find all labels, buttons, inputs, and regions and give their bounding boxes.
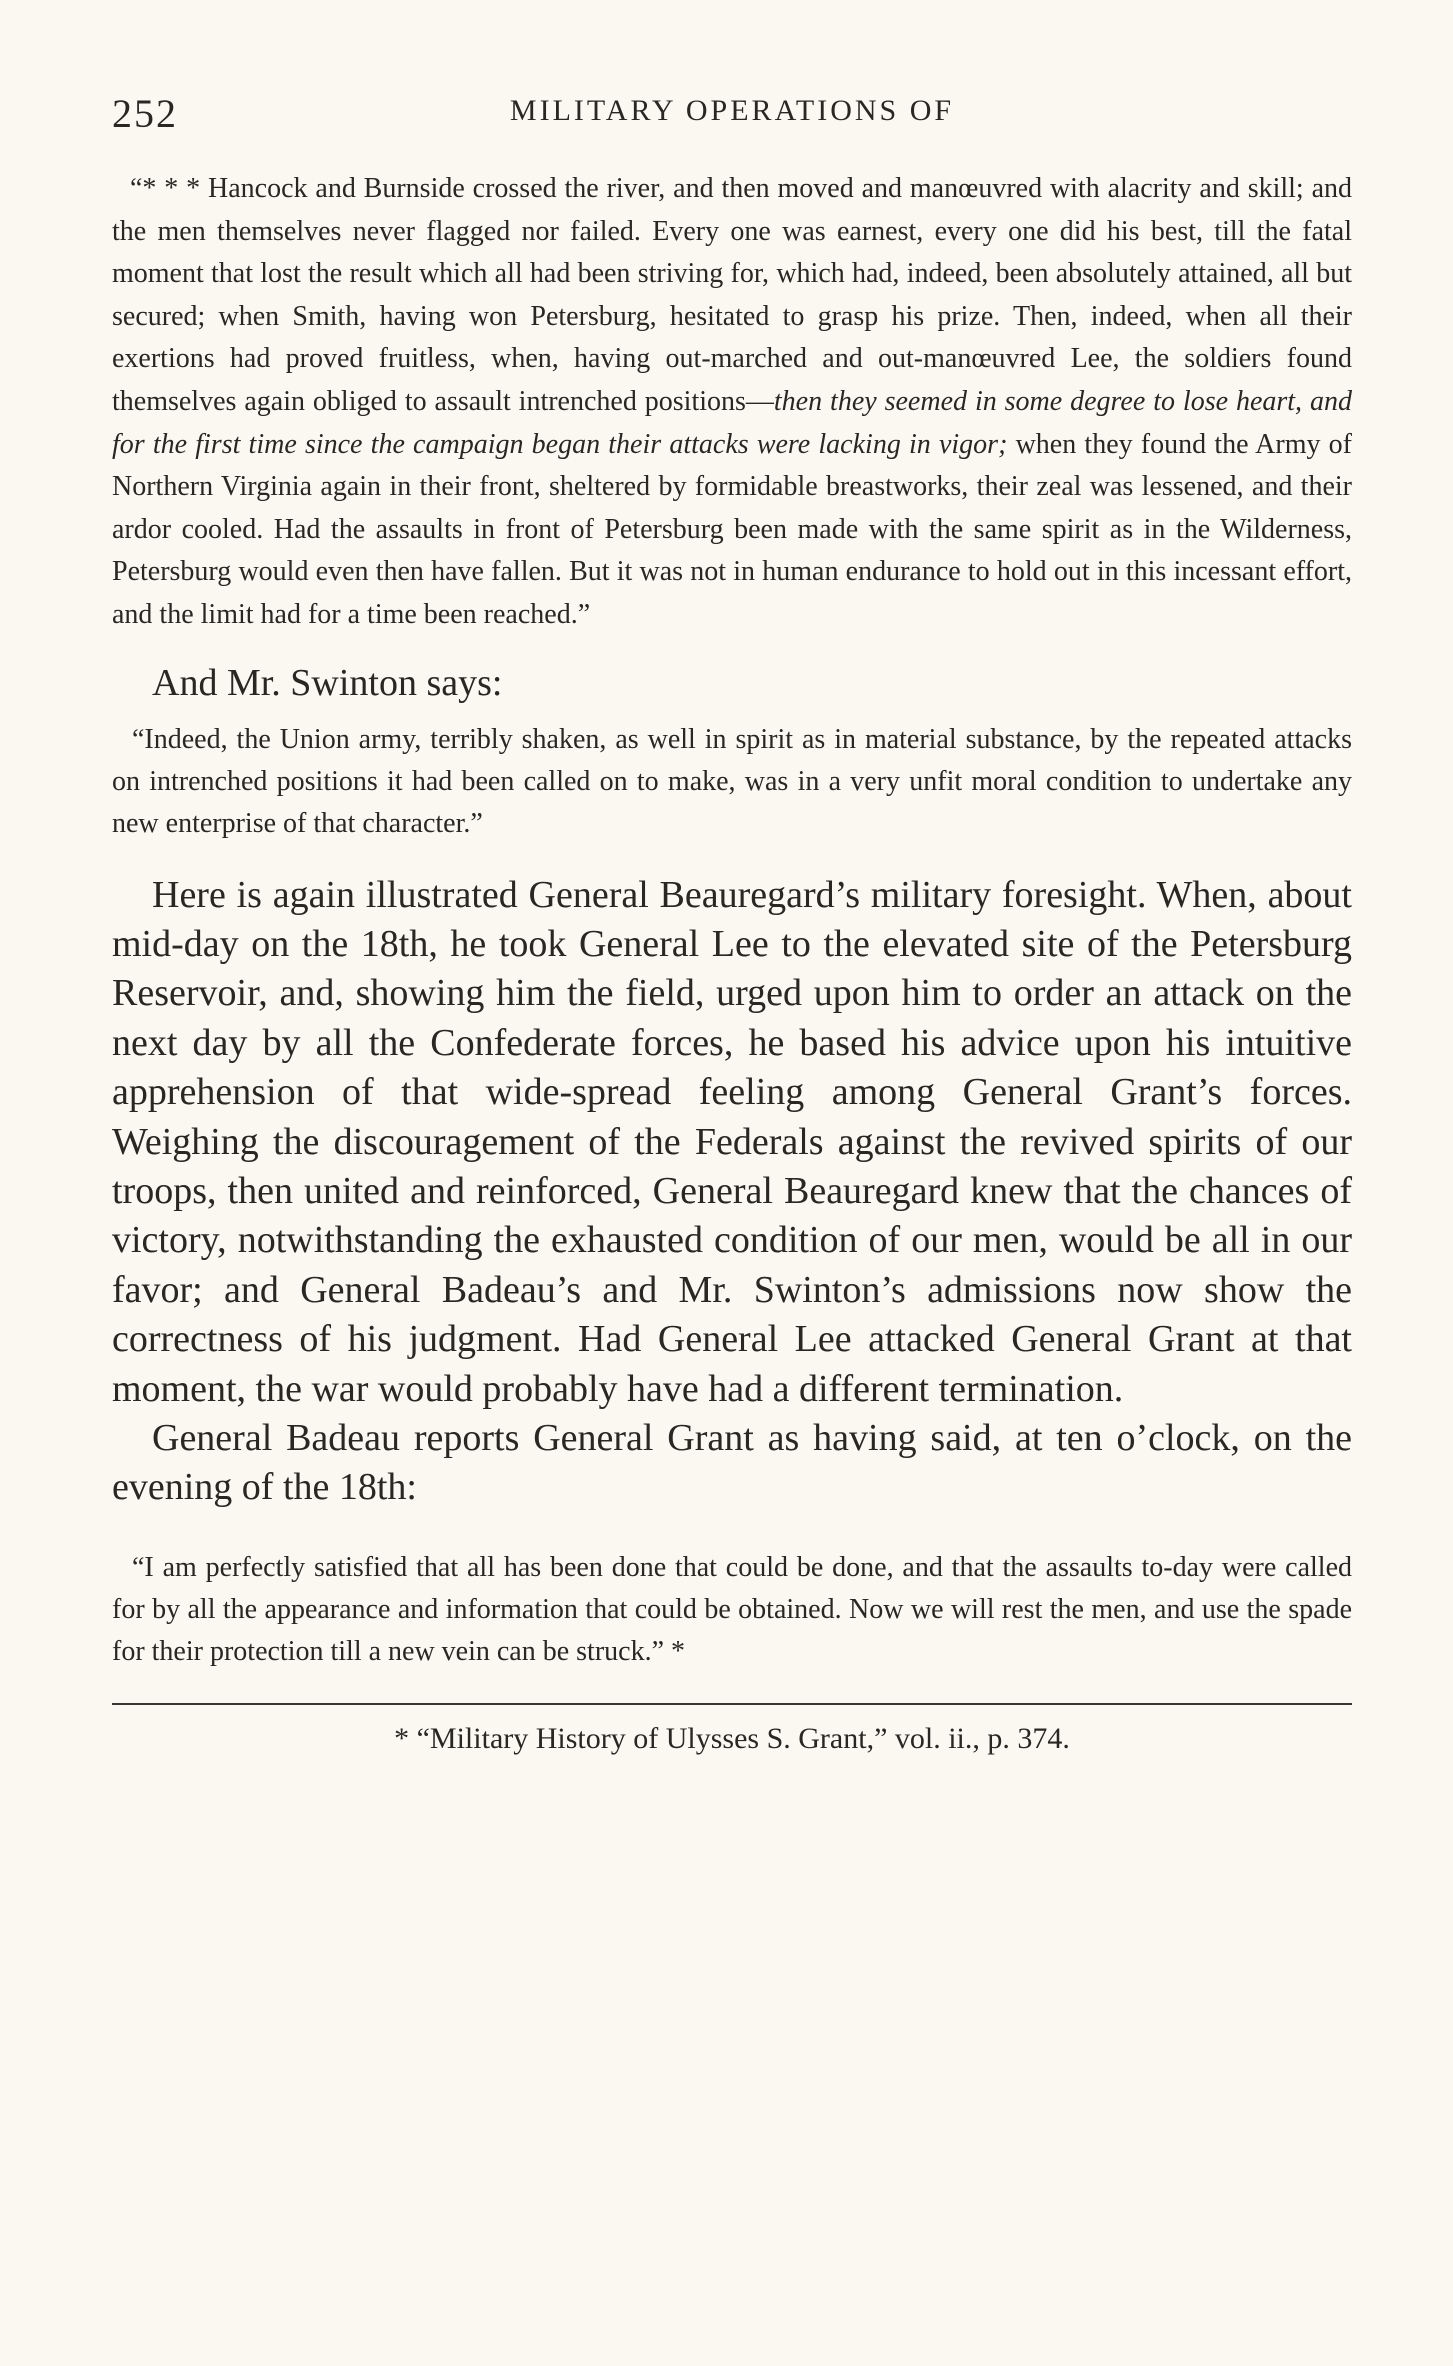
badeau-quote xyxy=(112,168,1352,637)
grant-quote: “I am perfectly satisfied that all has been done that could be done, and that the assaults to-day were called for by all the appearance and information that could be obtained. Now we will rest the men, and use the spade for their protection till a new vein can be struck.” * xyxy=(112,1551,1352,1667)
page-number: 252 xyxy=(112,91,178,136)
running-header xyxy=(112,90,1352,150)
badeau-quote-tail: when they found the Army of Northern Virginia again in their front, sheltered by formidable breastworks, their zeal was lessened, and their ardor cooled. Had the assaults in front of Petersburg been made with the same spirit as in the Wilderness, Petersburg would even then have fallen. But it was not in human endurance to hold out in this incessant effort, and the limit had for a time been reached.” xyxy=(112,428,1352,630)
book-page xyxy=(112,90,1352,1759)
running-title: MILITARY OPERATIONS OF xyxy=(509,94,955,127)
body-paragraph-badeau-report: General Badeau reports General Grant as having said, at ten o’clock, on the evening of the 18th: xyxy=(112,1417,1352,1509)
footnote: * “Military History of Ulysses S. Grant,” vol. ii., p. 374. xyxy=(394,1721,1070,1755)
body-paragraph-beauregard: Here is again illustrated General Beauregard’s military foresight. When, about mid-day on the 18th, he took General Lee to the elevated site of the Petersburg Reservoir, and, showing him the field, urged upon him to order an attack on the next day by all the Confederate forces, he based his advice upon his intuitive apprehension of that wide-spread feeling among General Grant’s forces. Weighing the discouragement of the Federals against the revived spirits of our troops, then united and reinforced, General Beauregard knew that the chances of victory, notwithstanding the exhausted condition of our men, would be all in our favor; and General Badeau’s and Mr. Swinton’s admissions now show the correctness of his judgment. Had General Lee attacked General Grant at that moment, the war would probably have had a different termination. xyxy=(112,873,1352,1410)
badeau-quote-lead: “* * * Hancock and Burnside crossed the river, and then moved and manœuvred with alacrity and skill; and the men themselves never flagged nor failed. Every one was earnest, every one did his best, till the fatal moment that lost the result which all had been striving for, which had, indeed, been absolutely attained, all but secured; when Smith, having won Petersburg, hesitated to grasp his prize. Then, indeed, when all their exertions had proved fruitless, when, having out-marched and out-manœuvred Lee, the soldiers found themselves again obliged to assault intrenched positions— xyxy=(112,173,1352,417)
swinton-intro: And Mr. Swinton says: xyxy=(152,661,503,704)
badeau-quote-italic: then they seemed in some degree to lose heart, and for the first time since the campaign began their attacks were lacking in vigor; xyxy=(112,385,1352,460)
swinton-quote: “Indeed, the Union army, terribly shaken, as well in spirit as in material substance, by the repeated attacks on intrenched positions it had been called on to make, was in a very unfit moral condition to undertake any new enterprise of that character.” xyxy=(112,723,1352,839)
footnote-divider xyxy=(112,1703,1352,1705)
